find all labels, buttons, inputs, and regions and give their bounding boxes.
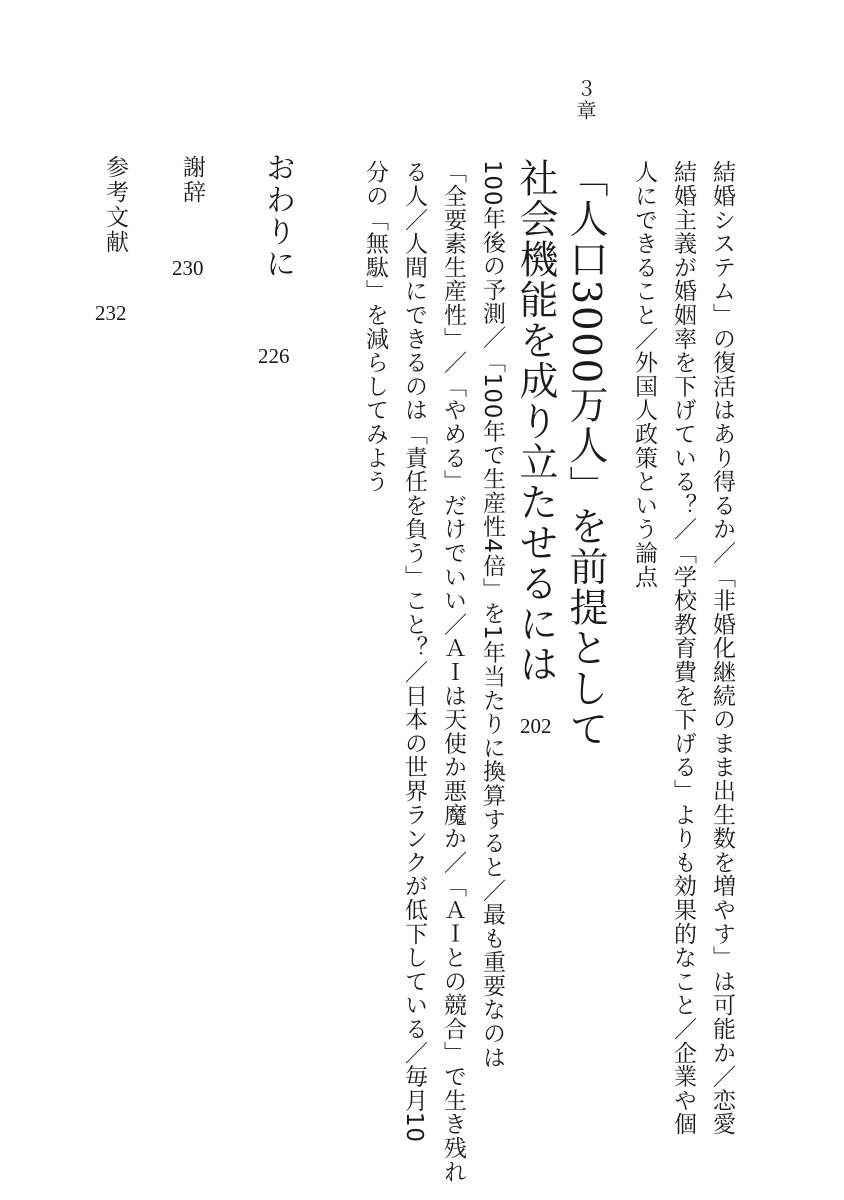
- references-page-number: 232: [95, 301, 127, 325]
- chapter-title-line-2[interactable]: 社会機能を成り立たせるには: [513, 158, 558, 685]
- toc-topic-line: 結婚システム」の復活はあり得るか／「非婚化継続のまま出生数を増やす」は可能か／恋愛: [709, 160, 735, 1136]
- toc-topic-line: る人／人間にできるのは「責任を負う」こと？／日本の世界ランクが低下している／毎月10: [401, 160, 427, 1143]
- toc-references[interactable]: 参考文献: [102, 155, 128, 255]
- chapter-page-number: 202: [520, 714, 552, 738]
- toc-acknowledgments[interactable]: 謝辞: [179, 155, 205, 205]
- toc-afterword[interactable]: おわりに: [260, 152, 295, 280]
- toc-topic-line: 分の「無駄」を減らしてみよう: [362, 160, 388, 494]
- toc-topic-line: 人にできること／外国人政策という論点: [631, 160, 657, 589]
- acknowledgments-page-number: 230: [172, 256, 204, 280]
- afterword-page-number: 226: [258, 344, 290, 368]
- chapter-title-line-1[interactable]: 「人口3000万人」を前提として: [563, 158, 608, 750]
- toc-topic-line: 結婚主義が婚姻率を下げている？／「学校教育費を下げる」よりも効果的なこと／企業や個: [670, 160, 696, 1136]
- toc-topic-line: 「全要素生産性」／「やめる」だけでいい／ＡＩは天使か悪魔か／「ＡＩとの競合」で生き残れ: [440, 160, 466, 1184]
- toc-topic-line: 100年後の予測／「100年で生産性4倍」を1年当たりに換算すると／最も重要なのは: [479, 160, 505, 1069]
- chapter-number: ３章: [573, 78, 597, 122]
